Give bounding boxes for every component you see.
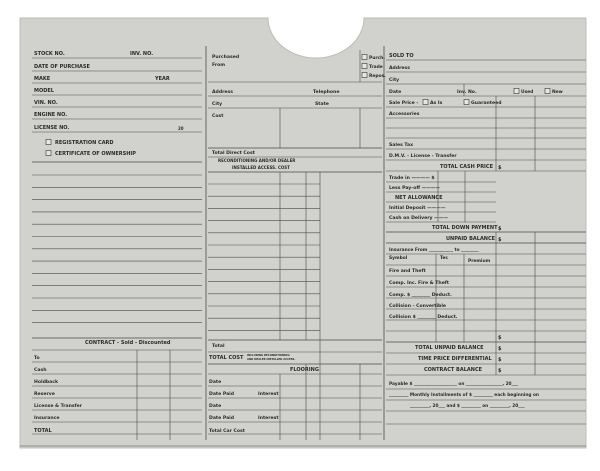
purchase-state-label: State [315, 102, 329, 107]
as-is-checkbox[interactable] [423, 100, 428, 105]
model-label: MODEL [34, 88, 54, 94]
total-cost-note-2: AND DEALER INSTALLED ACCESS. [247, 358, 296, 361]
unpaid-balance-label: UNPAID BALANCE [446, 236, 496, 242]
license-year-suffix: 20 [178, 126, 184, 131]
purchase-telephone-label: Telephone [313, 90, 340, 95]
total-direct-cost-label: Total Direct Cost [212, 151, 255, 156]
dollar-total-unpaid-balance: $ [498, 346, 502, 352]
purchase-city-label: City [212, 102, 223, 107]
purchased-label: Purchased [212, 55, 240, 60]
sales-tax-label: Sales Tax [389, 143, 414, 148]
registration-card-checkbox[interactable] [46, 140, 51, 145]
total-unpaid-balance-label: TOTAL UNPAID BALANCE [415, 345, 484, 351]
less-payoff-label: Less Pay-off ———— [389, 186, 441, 191]
sale-city-label: City [389, 78, 400, 83]
flooring-label: FLOORING [290, 367, 319, 373]
sale-price-label: Sale Price - [389, 101, 419, 106]
total-label: Total [212, 344, 225, 349]
flooring-date-paid-2-label: Date Paid [209, 416, 235, 421]
stock-no-label: STOCK NO. [34, 51, 65, 57]
trade-checkbox[interactable] [362, 64, 367, 69]
dollar-blank-row: $ [498, 335, 502, 341]
comp-inc-label: Comp. Inc. Fire & Theft [389, 281, 450, 286]
comp-label: Comp. $ ________ Deduct. [389, 293, 452, 298]
certificate-of-ownership-checkbox[interactable] [46, 151, 51, 156]
engine-no-label: ENGINE NO. [34, 112, 68, 118]
contract-row-license-transfer: License & Transfer [34, 404, 83, 409]
license-no-label: LICENSE NO. [34, 125, 70, 131]
contract-row-reserve: Reserve [34, 392, 55, 397]
insurance-from-label: Insurance From ___________ to ________ [389, 248, 479, 253]
dollar-contract-balance: $ [498, 368, 502, 374]
contract-row-total: TOTAL [34, 428, 52, 434]
dollar-total-down-payment: $ [498, 226, 502, 232]
from-label: From [212, 63, 226, 68]
new-checkbox[interactable] [545, 89, 550, 94]
guaranteed-label: Guaranteed [471, 101, 502, 106]
certificate-of-ownership-label: CERTIFICATE OF OWNERSHIP [55, 151, 136, 157]
contract-row-insurance: Insurance [34, 416, 60, 421]
inv-no-label: INV. NO. [130, 51, 154, 57]
dollar-unpaid-balance: $ [498, 237, 502, 243]
purchase-address-label: Address [212, 90, 233, 95]
used-checkbox[interactable] [514, 89, 519, 94]
sale-inv-no-label: Inv. No. [457, 90, 477, 95]
guaranteed-checkbox[interactable] [464, 100, 469, 105]
total-car-cost-label: Total Car Cost [209, 429, 245, 434]
registration-card-label: REGISTRATION CARD [55, 140, 114, 146]
dollar-total-cash-price: $ [498, 165, 502, 171]
payable-line-1: Payable $ ____________________ on _________________, 20___ [389, 382, 518, 387]
accessories-label: Accessories [389, 112, 420, 117]
initial-deposit-label: Initial Deposit ———— [389, 206, 446, 211]
total-cost-label: TOTAL COST [209, 355, 244, 361]
ter-label: Ter. [440, 256, 449, 261]
cost-label: Cost [212, 114, 224, 119]
total-cost-note-1: INCLUDING RECONDITIONING [247, 354, 290, 357]
dmv-label: D.M.V. - License - Transfer [389, 154, 457, 159]
sale-date-label: Date [389, 90, 402, 95]
repos-option-label: Repos. [369, 74, 386, 79]
used-label: Used [521, 90, 534, 95]
contract-balance-label: CONTRACT BALANCE [424, 367, 483, 373]
time-price-differential-label: TIME PRICE DIFFERENTIAL [418, 356, 492, 362]
reconditioning-line-2: INSTALLED ACCESS. COST [232, 165, 290, 170]
reconditioning-line-1: RECONDITIONING AND/OR DEALER [218, 158, 296, 163]
purch-option-label: Purch. [369, 56, 385, 61]
date-of-purchase-label: DATE OF PURCHASE [34, 64, 90, 70]
total-cash-price-label: TOTAL CASH PRICE [440, 164, 494, 170]
payable-line-2: _________ Monthly Installments of $ _________ each beginning on [389, 393, 539, 398]
dollar-time-price-differential: $ [498, 357, 502, 363]
flooring-interest-label: Interest [258, 392, 279, 397]
flooring-date-2-label: Date [209, 404, 222, 409]
collision-convertible-label: Collision - Convertible [389, 304, 447, 309]
purch-checkbox[interactable] [362, 55, 367, 60]
sold-to-label: SOLD TO [389, 53, 414, 59]
net-allowance-label: NET ALLOWANCE [395, 195, 443, 201]
symbol-label: Symbol [389, 256, 408, 261]
sale-address-label: Address [389, 66, 410, 71]
flooring-interest-2-label: Interest [258, 416, 279, 421]
contract-heading: CONTRACT - Sold - Discounted [85, 340, 171, 346]
cash-on-delivery-label: Cash on Delivery ——— [389, 216, 448, 221]
as-is-label: As Is [430, 101, 443, 106]
trade-option-label: Trade [369, 65, 383, 70]
trade-in-label: Trade in ———— $ [389, 176, 435, 181]
contract-row-to: To [34, 356, 40, 361]
fire-theft-label: Fire and Theft [389, 269, 426, 274]
flooring-date-paid-label: Date Paid [209, 392, 235, 397]
premium-label: Premium [468, 259, 491, 264]
year-label: YEAR [155, 76, 170, 82]
collision-label: Collision $ ________ Deduct. [389, 315, 458, 320]
repos-checkbox[interactable] [362, 73, 367, 78]
make-label: MAKE [34, 76, 51, 82]
total-down-payment-label: TOTAL DOWN PAYMENT [432, 225, 498, 231]
contract-row-cash: Cash [34, 368, 47, 373]
flooring-date-label: Date [209, 380, 222, 385]
contract-row-holdback: Holdback [34, 380, 59, 385]
vin-no-label: VIN. NO. [34, 100, 58, 106]
new-label: New [552, 90, 563, 95]
payable-line-3: _________, 20___ and $ _________ on _________, 20___ [410, 404, 525, 409]
